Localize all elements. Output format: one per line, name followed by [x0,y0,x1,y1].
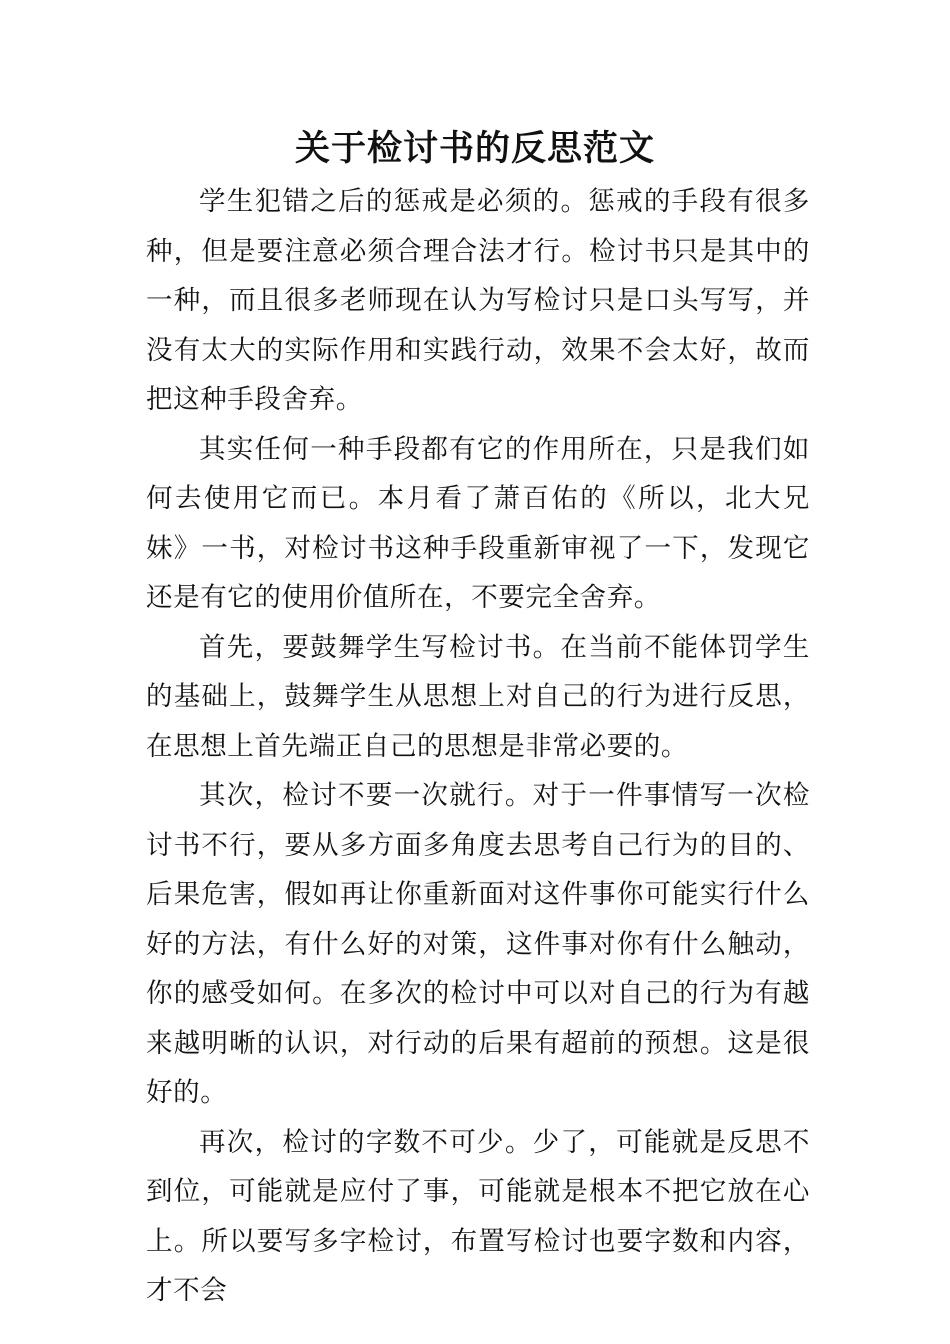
paragraph-2: 其实任何一种手段都有它的作用所在，只是我们如何去使用它而已。本月看了萧百佑的《所以，北大兄妹》一书，对检讨书这种手段重新审视了一下，发现它还是有它的使用价值所在，不要完全舍弃。 [146,433,810,613]
paragraph-5: 再次，检讨的字数不可少。少了，可能就是反思不到位，可能就是应付了事，可能就是根本不把它放在心上。所以要写多字检讨，布置写检讨也要字数和内容，才不会 [146,1126,810,1306]
paragraph-1: 学生犯错之后的惩戒是必须的。惩戒的手段有很多种，但是要注意必须合理合法才行。检讨书只是其中的一种，而且很多老师现在认为写检讨只是口头写写，并没有太大的实际作用和实践行动，效果不会太好，故而把这种手段舍弃。 [146,186,810,415]
document-title: 关于检讨书的反思范文 [294,128,655,169]
paragraph-4: 其次，检讨不要一次就行。对于一件事情写一次检讨书不行，要从多方面多角度去思考自己行为的目的、后果危害，假如再让你重新面对这件事你可能实行什么好的方法，有什么好的对策，这件事对你有什么触动，你的感受如何。在多次的检讨中可以对自己的行为有越来越明晰的认识，对行动的后果有超前的预想。这是很好的。 [146,780,810,1108]
document-body [146,177,810,1316]
paragraph-3: 首先，要鼓舞学生写检讨书。在当前不能体罚学生的基础上，鼓舞学生从思想上对自己的行为进行反思，在思想上首先端正自己的思想是非常必要的。 [146,631,810,762]
